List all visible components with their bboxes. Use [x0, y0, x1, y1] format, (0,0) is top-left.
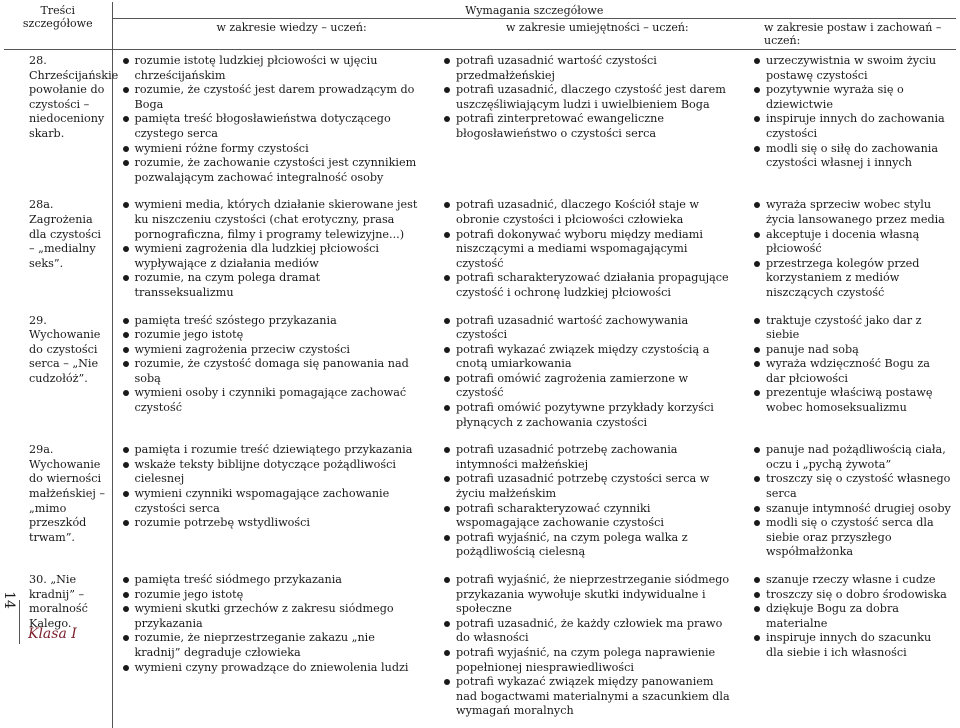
table-row — [4, 50, 956, 195]
topic-cell: 28a. Zagrożenia dla czystości – „medialny seks”. — [4, 194, 112, 309]
attitudes-header: w zakresie postaw i zachowań – uczeń: — [744, 19, 956, 50]
knowledge-cell — [112, 310, 428, 440]
list-item: pamięta treść siódmego przykazania — [123, 573, 421, 588]
list-item: rozumie, że zachowanie czystości jest czynnikiem pozwalającym zachować integralność osoby — [123, 156, 421, 185]
skills-cell — [428, 194, 744, 309]
list-item: rozumie, że czystość jest darem prowadzącym do Boga — [123, 83, 421, 112]
topic-header: Treści szczegółowe — [4, 2, 112, 50]
list-item: potrafi uzasadnić, że każdy człowiek ma prawo do własności — [444, 617, 736, 646]
list-item: potrafi uzasadnić wartość zachowywania czystości — [444, 314, 736, 343]
list-item: potrafi wykazać związek między czystością a cnotą umiarkowania — [444, 343, 736, 372]
list-item: wymieni osoby i czynniki pomagające zachować czystość — [123, 386, 421, 415]
list-item: pamięta i rozumie treść dziewiątego przykazania — [123, 443, 421, 458]
list-item: pamięta treść szóstego przykazania — [123, 314, 421, 329]
bullet-list — [754, 54, 952, 171]
list-item: rozumie, że czystość domaga się panowania nad sobą — [123, 357, 421, 386]
table-row — [4, 569, 956, 728]
list-item: potrafi dokonywać wyboru między mediami niszczącymi a mediami wspomagającymi czystość — [444, 228, 736, 272]
bullet-list — [444, 573, 736, 719]
list-item: potrafi wyjaśnić, na czym polega naprawienie popełnionej niesprawiedliwości — [444, 646, 736, 675]
attitudes-cell — [744, 569, 956, 728]
list-item: inspiruje innych do szacunku dla siebie i ich własności — [754, 631, 952, 660]
header-row-top — [4, 2, 956, 19]
table-body — [4, 50, 956, 728]
list-item: potrafi omówić pozytywne przykłady korzyści płynących z zachowania czystości — [444, 401, 736, 430]
topic-cell: 28. Chrześcijańskie powołanie do czystości – niedoceniony skarb. — [4, 50, 112, 195]
requirements-table — [4, 2, 956, 728]
bullet-list — [123, 443, 421, 531]
list-item: dziękuje Bogu za dobra materialne — [754, 602, 952, 631]
list-item: rozumie istotę ludzkiej płciowości w ujęciu chrześcijańskim — [123, 54, 421, 83]
list-item: traktuje czystość jako dar z siebie — [754, 314, 952, 343]
attitudes-cell — [744, 50, 956, 195]
list-item: panuje nad pożądliwością ciała, oczu i „pychą żywota” — [754, 443, 952, 472]
bullet-list — [754, 198, 952, 300]
attitudes-cell — [744, 194, 956, 309]
attitudes-cell — [744, 310, 956, 440]
list-item: wymieni media, których działanie skierowane jest ku niszczeniu czystości (chat erotyczny, prasa pornograficzna, filmy i programy telewizyjne...) — [123, 198, 421, 242]
list-item: potrafi wyjaśnić, że nieprzestrzeganie siódmego przykazania wywołuje skutki indywidualne i społeczne — [444, 573, 736, 617]
list-item: potrafi scharakteryzować działania propagujące czystość i ochronę ludzkiej płciowości — [444, 271, 736, 300]
table-row — [4, 439, 956, 569]
page-number: 14 — [0, 591, 17, 609]
list-item: potrafi uzasadnić potrzebę czystości serca w życiu małżeńskim — [444, 472, 736, 501]
bullet-list — [754, 443, 952, 560]
list-item: urzeczywistnia w swoim życiu postawę czystości — [754, 54, 952, 83]
list-item: pamięta treść błogosławieństwa dotyczącego czystego serca — [123, 112, 421, 141]
topic-cell: 29. Wychowanie do czystości serca – „Nie cudzołóż”. — [4, 310, 112, 440]
list-item: potrafi uzasadnić, dlaczego czystość jest darem uszczęśliwiającym ludzi i uwielbieniem Boga — [444, 83, 736, 112]
footer-class-label: Klasa I — [28, 626, 77, 642]
list-item: potrafi uzasadnić, dlaczego Kościół staje w obronie czystości i płciowości człowieka — [444, 198, 736, 227]
list-item: wyraża wdzięczność Bogu za dar płciowości — [754, 357, 952, 386]
list-item: wymieni zagrożenia dla ludzkiej płciowości wypływające z działania mediów — [123, 242, 421, 271]
list-item: rozumie, na czym polega dramat transseksualizmu — [123, 271, 421, 300]
list-item: inspiruje innych do zachowania czystości — [754, 112, 952, 141]
bullet-list — [444, 198, 736, 300]
list-item: rozumie potrzebę wstydliwości — [123, 516, 421, 531]
list-item: potrafi omówić zagrożenia zamierzone w czystość — [444, 372, 736, 401]
requirements-header: Wymagania szczegółowe — [112, 2, 956, 19]
list-item: szanuje rzeczy własne i cudze — [754, 573, 952, 588]
list-item: przestrzega kolegów przed korzystaniem z mediów niszczących czystość — [754, 257, 952, 301]
list-item: akceptuje i docenia własną płciowość — [754, 228, 952, 257]
list-item: modli się o siłę do zachowania czystości własnej i innych — [754, 142, 952, 171]
bullet-list — [123, 314, 421, 416]
list-item: potrafi zinterpretować ewangeliczne błogosławieństwo o czystości serca — [444, 112, 736, 141]
list-item: rozumie jego istotę — [123, 328, 421, 343]
side-rule — [19, 600, 20, 644]
knowledge-cell — [112, 50, 428, 195]
list-item: panuje nad sobą — [754, 343, 952, 358]
bullet-list — [444, 443, 736, 560]
list-item: potrafi uzasadnić wartość czystości przedmałżeńskiej — [444, 54, 736, 83]
table-row — [4, 310, 956, 440]
list-item: rozumie, że nieprzestrzeganie zakazu „nie kradnij” degraduje człowieka — [123, 631, 421, 660]
topic-cell: 29a. Wychowanie do wierności małżeńskiej – „mimo przeszkód trwam”. — [4, 439, 112, 569]
list-item: wyraża sprzeciw wobec stylu życia lansowanego przez media — [754, 198, 952, 227]
list-item: wymieni czyny prowadzące do zniewolenia ludzi — [123, 661, 421, 676]
knowledge-header: w zakresie wiedzy – uczeń: — [112, 19, 428, 50]
knowledge-cell — [112, 569, 428, 728]
bullet-list — [123, 573, 421, 675]
bullet-list — [444, 314, 736, 431]
list-item: rozumie jego istotę — [123, 588, 421, 603]
bullet-list — [754, 573, 952, 661]
list-item: pozytywnie wyraża się o dziewictwie — [754, 83, 952, 112]
skills-cell — [428, 439, 744, 569]
list-item: troszczy się o dobro środowiska — [754, 588, 952, 603]
table-row — [4, 194, 956, 309]
list-item: potrafi scharakteryzować czynniki wspomagające zachowanie czystości — [444, 502, 736, 531]
knowledge-cell — [112, 439, 428, 569]
list-item: potrafi uzasadnić potrzebę zachowania intymności małżeńskiej — [444, 443, 736, 472]
list-item: wskaże teksty biblijne dotyczące pożądliwości cielesnej — [123, 458, 421, 487]
list-item: troszczy się o czystość własnego serca — [754, 472, 952, 501]
skills-cell — [428, 310, 744, 440]
skills-cell — [428, 50, 744, 195]
bullet-list — [123, 198, 421, 300]
bullet-list — [444, 54, 736, 142]
list-item: modli się o czystość serca dla siebie oraz przyszłego współmałżonka — [754, 516, 952, 560]
skills-cell — [428, 569, 744, 728]
knowledge-cell — [112, 194, 428, 309]
list-item: wymieni czynniki wspomagające zachowanie czystości serca — [123, 487, 421, 516]
curriculum-table-page — [4, 2, 956, 728]
list-item: prezentuje właściwą postawę wobec homoseksualizmu — [754, 386, 952, 415]
list-item: potrafi wykazać związek między panowaniem nad bogactwami materialnymi a szacunkiem dla wymagań moralnych — [444, 675, 736, 719]
header-row-sub — [4, 19, 956, 50]
list-item: wymieni zagrożenia przeciw czystości — [123, 343, 421, 358]
bullet-list — [123, 54, 421, 185]
list-item: wymieni skutki grzechów z zakresu siódmego przykazania — [123, 602, 421, 631]
list-item: wymieni różne formy czystości — [123, 142, 421, 157]
attitudes-cell — [744, 439, 956, 569]
bullet-list — [754, 314, 952, 416]
skills-header: w zakresie umiejętności – uczeń: — [428, 19, 744, 50]
list-item: potrafi wyjaśnić, na czym polega walka z pożądliwością cielesną — [444, 531, 736, 560]
topic-cell: 30. „Nie kradnij” – moralność Kalego. — [4, 569, 112, 728]
list-item: szanuje intymność drugiej osoby — [754, 502, 952, 517]
